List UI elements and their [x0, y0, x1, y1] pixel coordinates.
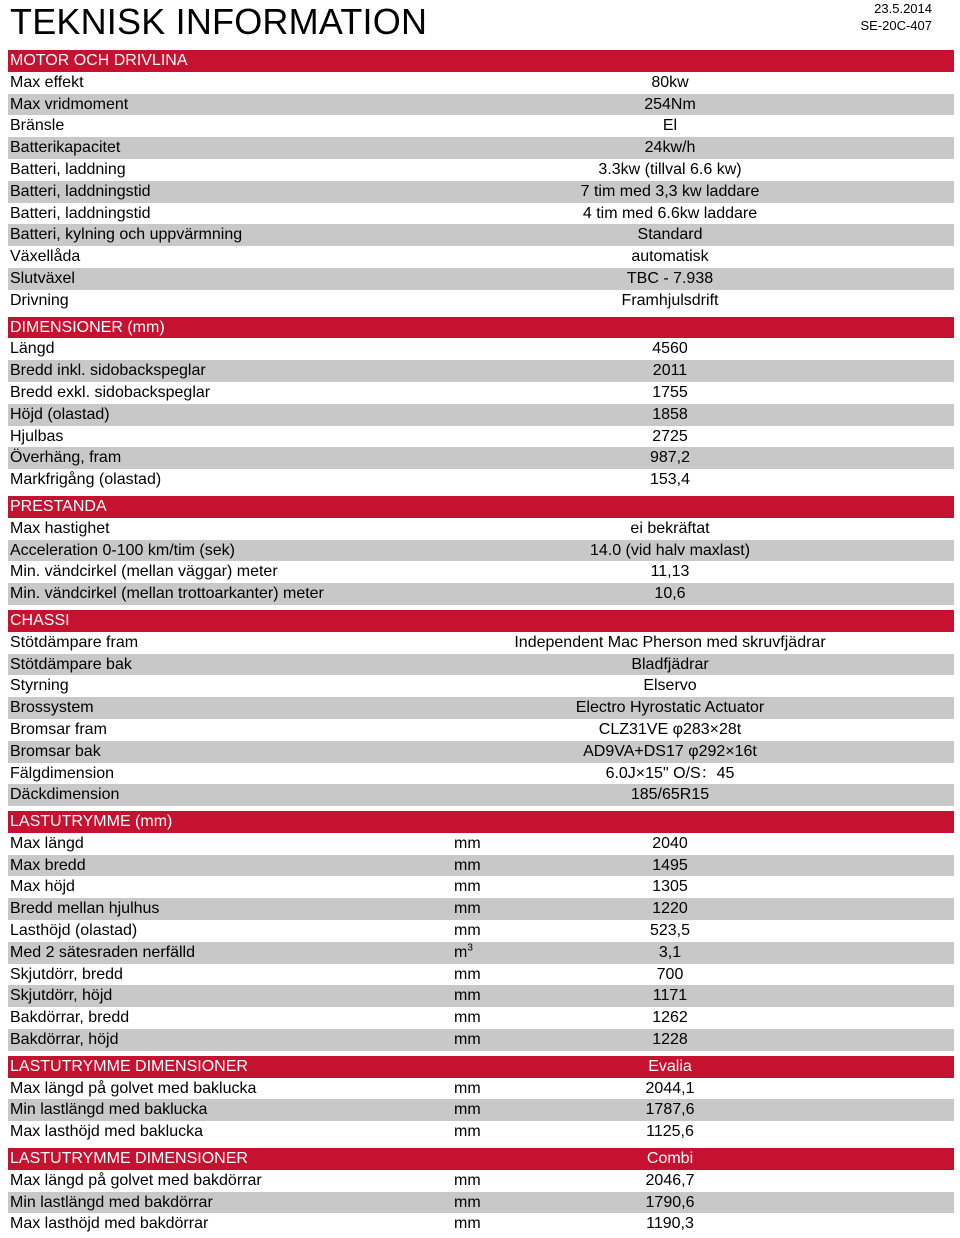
spec-row [8, 469, 954, 491]
spec-label: Max lasthöjd med baklucka [10, 1123, 203, 1141]
spec-row [8, 540, 954, 562]
spec-label: Max vridmoment [10, 95, 129, 113]
spec-label: Max bredd [10, 856, 86, 874]
spec-unit-text: m [454, 943, 468, 961]
spec-unit-text: mm [454, 900, 481, 918]
spec-label: Bränsle [10, 117, 65, 135]
spec-unit [454, 942, 473, 964]
spec-row [8, 920, 954, 942]
spec-label: Styrning [10, 677, 69, 695]
section-title: LASTUTRYMME DIMENSIONER [10, 1150, 248, 1168]
spec-row [8, 1029, 954, 1051]
spec-value: 1228 [652, 1031, 688, 1049]
spec-unit-text: mm [454, 1193, 481, 1211]
spec-value: Independent Mac Pherson med skruvfjädrar [514, 633, 826, 651]
spec-value: 80kw [651, 73, 689, 91]
spec-value: AD9VA+DS17 φ292×16t [583, 742, 757, 760]
spec-section [8, 317, 954, 491]
spec-label: Fälgdimension [10, 764, 115, 782]
spec-unit [454, 1029, 481, 1051]
spec-value: 1787,6 [645, 1101, 695, 1119]
section-title: PRESTANDA [10, 497, 107, 515]
spec-unit [454, 1099, 481, 1121]
spec-label: Bredd exkl. sidobackspeglar [10, 383, 211, 401]
spec-label: Max effekt [10, 73, 84, 91]
section-title: DIMENSIONER (mm) [10, 318, 165, 336]
spec-label: Min. vändcirkel (mellan trottoarkanter) meter [10, 585, 324, 603]
spec-label: Höjd (olastad) [10, 405, 110, 423]
spec-value: 1790,6 [645, 1193, 695, 1211]
spec-label: Bakdörrar, bredd [10, 1009, 130, 1027]
section-title: MOTOR OCH DRIVLINA [10, 52, 188, 69]
section-header [8, 317, 954, 339]
page-title: TEKNISK INFORMATION [10, 1, 428, 42]
spec-unit [454, 964, 481, 986]
spec-row [8, 290, 954, 312]
section-header [8, 496, 954, 518]
spec-unit [454, 1192, 481, 1214]
spec-row [8, 246, 954, 268]
spec-tables [8, 50, 954, 1235]
spec-value: Electro Hyrostatic Actuator [575, 699, 765, 717]
spec-value: CLZ31VE φ283×28t [598, 720, 742, 738]
spec-value: 523,5 [649, 922, 691, 940]
spec-row [8, 763, 954, 785]
spec-unit-text: mm [454, 1171, 481, 1189]
spec-unit-text: mm [454, 922, 481, 940]
spec-label: Bromsar fram [10, 720, 107, 738]
spec-label: Växellåda [10, 248, 81, 266]
spec-value: 153,4 [649, 471, 691, 489]
spec-row [8, 181, 954, 203]
spec-row [8, 447, 954, 469]
spec-label: Max längd på golvet med bakdörrar [10, 1171, 262, 1189]
spec-value: 1220 [652, 900, 688, 918]
spec-label: Skjutdörr, bredd [10, 965, 123, 983]
spec-value: 1171 [652, 987, 688, 1005]
spec-row [8, 583, 954, 605]
spec-row [8, 1192, 954, 1214]
spec-unit-text: mm [454, 1031, 481, 1049]
spec-value: 987,2 [649, 449, 691, 467]
spec-unit-text: mm [454, 834, 481, 852]
section-header [8, 1056, 954, 1078]
spec-row [8, 72, 954, 94]
spec-label: Bredd mellan hjulhus [10, 900, 160, 918]
spec-value: 14.0 (vid halv maxlast) [589, 541, 751, 559]
spec-row [8, 561, 954, 583]
spec-row [8, 1121, 954, 1143]
spec-unit [454, 920, 481, 942]
spec-label: Överhäng, fram [10, 449, 122, 467]
spec-label: Batteri, laddningstid [10, 204, 151, 222]
spec-row [8, 1213, 954, 1235]
section-title: CHASSI [10, 611, 70, 629]
spec-value: 1305 [652, 878, 688, 896]
spec-row [8, 697, 954, 719]
spec-unit-text: mm [454, 1009, 481, 1027]
spec-label: Stötdämpare fram [10, 633, 139, 651]
spec-value: 7 tim med 3,3 kw laddare [580, 182, 760, 200]
spec-value: 185/65R15 [630, 786, 710, 804]
spec-row [8, 855, 954, 877]
spec-label: Lasthöjd (olastad) [10, 922, 138, 940]
spec-value: Standard [637, 226, 703, 244]
spec-unit [454, 1007, 481, 1029]
section-header [8, 50, 954, 72]
spec-row [8, 654, 954, 676]
spec-row [8, 426, 954, 448]
document-date: 23.5.2014 [874, 1, 932, 16]
spec-label: Markfrigång (olastad) [10, 471, 162, 489]
spec-value: 4560 [652, 340, 688, 358]
spec-value: Framhjulsdrift [621, 291, 719, 309]
spec-label: Slutväxel [10, 269, 75, 287]
spec-unit-text: mm [454, 987, 481, 1005]
spec-label: Skjutdörr, höjd [10, 987, 113, 1005]
spec-label: Hjulbas [10, 427, 64, 445]
spec-label: Stötdämpare bak [10, 655, 132, 673]
spec-value: 1755 [652, 383, 688, 401]
spec-row [8, 985, 954, 1007]
spec-value: 700 [656, 965, 684, 983]
spec-label: Brossystem [10, 699, 94, 717]
spec-row [8, 159, 954, 181]
section-model: Combi [646, 1150, 694, 1168]
spec-unit [454, 1170, 481, 1192]
spec-unit-text: mm [454, 856, 481, 874]
spec-label: Drivning [10, 291, 69, 309]
section-model: Evalia [648, 1057, 692, 1075]
section-title: LASTUTRYMME DIMENSIONER [10, 1057, 248, 1075]
spec-row [8, 137, 954, 159]
spec-label: Acceleration 0-100 km/tim (sek) [10, 541, 235, 559]
spec-value: automatisk [631, 248, 709, 266]
spec-value: 11,13 [650, 563, 690, 581]
spec-row [8, 741, 954, 763]
spec-unit-text: mm [454, 1215, 481, 1233]
spec-unit [454, 1078, 481, 1100]
spec-value: 1125,6 [646, 1123, 694, 1141]
spec-unit-text: mm [454, 1079, 481, 1097]
spec-value: 254Nm [644, 95, 696, 113]
spec-row [8, 719, 954, 741]
spec-label: Bakdörrar, höjd [10, 1031, 119, 1049]
spec-row [8, 224, 954, 246]
spec-section [8, 811, 954, 1051]
spec-section [8, 610, 954, 806]
spec-value: 1858 [652, 405, 688, 423]
spec-label: Bredd inkl. sidobackspeglar [10, 362, 206, 380]
spec-row [8, 632, 954, 654]
spec-value: 2040 [652, 834, 688, 852]
section-title: LASTUTRYMME (mm) [10, 813, 173, 831]
spec-row [8, 518, 954, 540]
spec-section [8, 50, 954, 312]
spec-label: Max längd [10, 834, 84, 852]
spec-unit [454, 898, 481, 920]
spec-value: Elservo [643, 677, 697, 695]
spec-row [8, 942, 954, 964]
spec-value: El [662, 117, 678, 135]
spec-label: Max höjd [10, 878, 75, 896]
spec-label: Max lasthöjd med bakdörrar [10, 1215, 209, 1233]
document-meta [860, 0, 932, 34]
spec-row [8, 338, 954, 360]
spec-unit [454, 876, 481, 898]
spec-value: 2725 [652, 427, 688, 445]
spec-row [8, 203, 954, 225]
spec-value: 24kw/h [644, 139, 696, 157]
spec-label: Max längd på golvet med baklucka [10, 1079, 257, 1097]
spec-value: 2044,1 [645, 1079, 695, 1097]
document-id: SE-20C-407 [860, 18, 932, 33]
spec-unit-exponent: 3 [467, 942, 473, 954]
section-header [8, 811, 954, 833]
spec-value: 3.3kw (tillval 6.6 kw) [598, 160, 742, 178]
spec-value: 4 tim med 6.6kw laddare [582, 204, 758, 222]
spec-row [8, 1007, 954, 1029]
section-header [8, 610, 954, 632]
spec-row [8, 115, 954, 137]
spec-value: 10,6 [654, 585, 686, 603]
spec-label: Max hastighet [10, 519, 110, 537]
spec-row [8, 876, 954, 898]
spec-row [8, 268, 954, 290]
spec-label: Däckdimension [10, 786, 120, 804]
spec-label: Med 2 sätesraden nerfälld [10, 943, 195, 961]
spec-unit-text: mm [454, 1123, 481, 1141]
spec-value: 6.0J×15" O/S：45 [605, 764, 735, 782]
spec-label: Batteri, laddningstid [10, 182, 151, 200]
spec-label: Min lastlängd med bakdörrar [10, 1193, 213, 1211]
spec-row [8, 898, 954, 920]
spec-value: Bladfjädrar [631, 655, 709, 673]
spec-label: Min. vändcirkel (mellan väggar) meter [10, 563, 278, 581]
spec-unit-text: mm [454, 878, 481, 896]
spec-unit [454, 855, 481, 877]
spec-value: ei bekräftat [630, 519, 710, 537]
spec-value: 2011 [652, 362, 688, 380]
spec-value: 3,1 [658, 943, 682, 961]
spec-row [8, 360, 954, 382]
spec-row [8, 404, 954, 426]
spec-label: Batteri, kylning och uppvärmning [10, 226, 243, 244]
spec-unit [454, 833, 481, 855]
spec-value: TBC - 7.938 [626, 269, 714, 287]
spec-section [8, 1056, 954, 1143]
spec-unit-text: mm [454, 1101, 481, 1119]
spec-row [8, 833, 954, 855]
spec-label: Bromsar bak [10, 742, 101, 760]
spec-value: 1190,3 [646, 1215, 694, 1233]
spec-row [8, 1170, 954, 1192]
spec-unit-text: mm [454, 965, 481, 983]
spec-value: 1262 [652, 1009, 688, 1027]
spec-label: Batteri, laddning [10, 160, 126, 178]
spec-unit [454, 1213, 481, 1235]
spec-row [8, 784, 954, 806]
spec-label: Batterikapacitet [10, 139, 121, 157]
spec-unit [454, 1121, 481, 1143]
spec-row [8, 1078, 954, 1100]
spec-row [8, 964, 954, 986]
spec-value: 2046,7 [645, 1171, 695, 1189]
spec-unit [454, 985, 481, 1007]
spec-label: Längd [10, 340, 55, 358]
spec-section [8, 1148, 954, 1235]
spec-label: Min lastlängd med baklucka [10, 1101, 208, 1119]
spec-row [8, 94, 954, 116]
section-header [8, 1148, 954, 1170]
spec-value: 1495 [652, 856, 688, 874]
spec-row [8, 675, 954, 697]
spec-section [8, 496, 954, 605]
spec-row [8, 1099, 954, 1121]
spec-row [8, 382, 954, 404]
